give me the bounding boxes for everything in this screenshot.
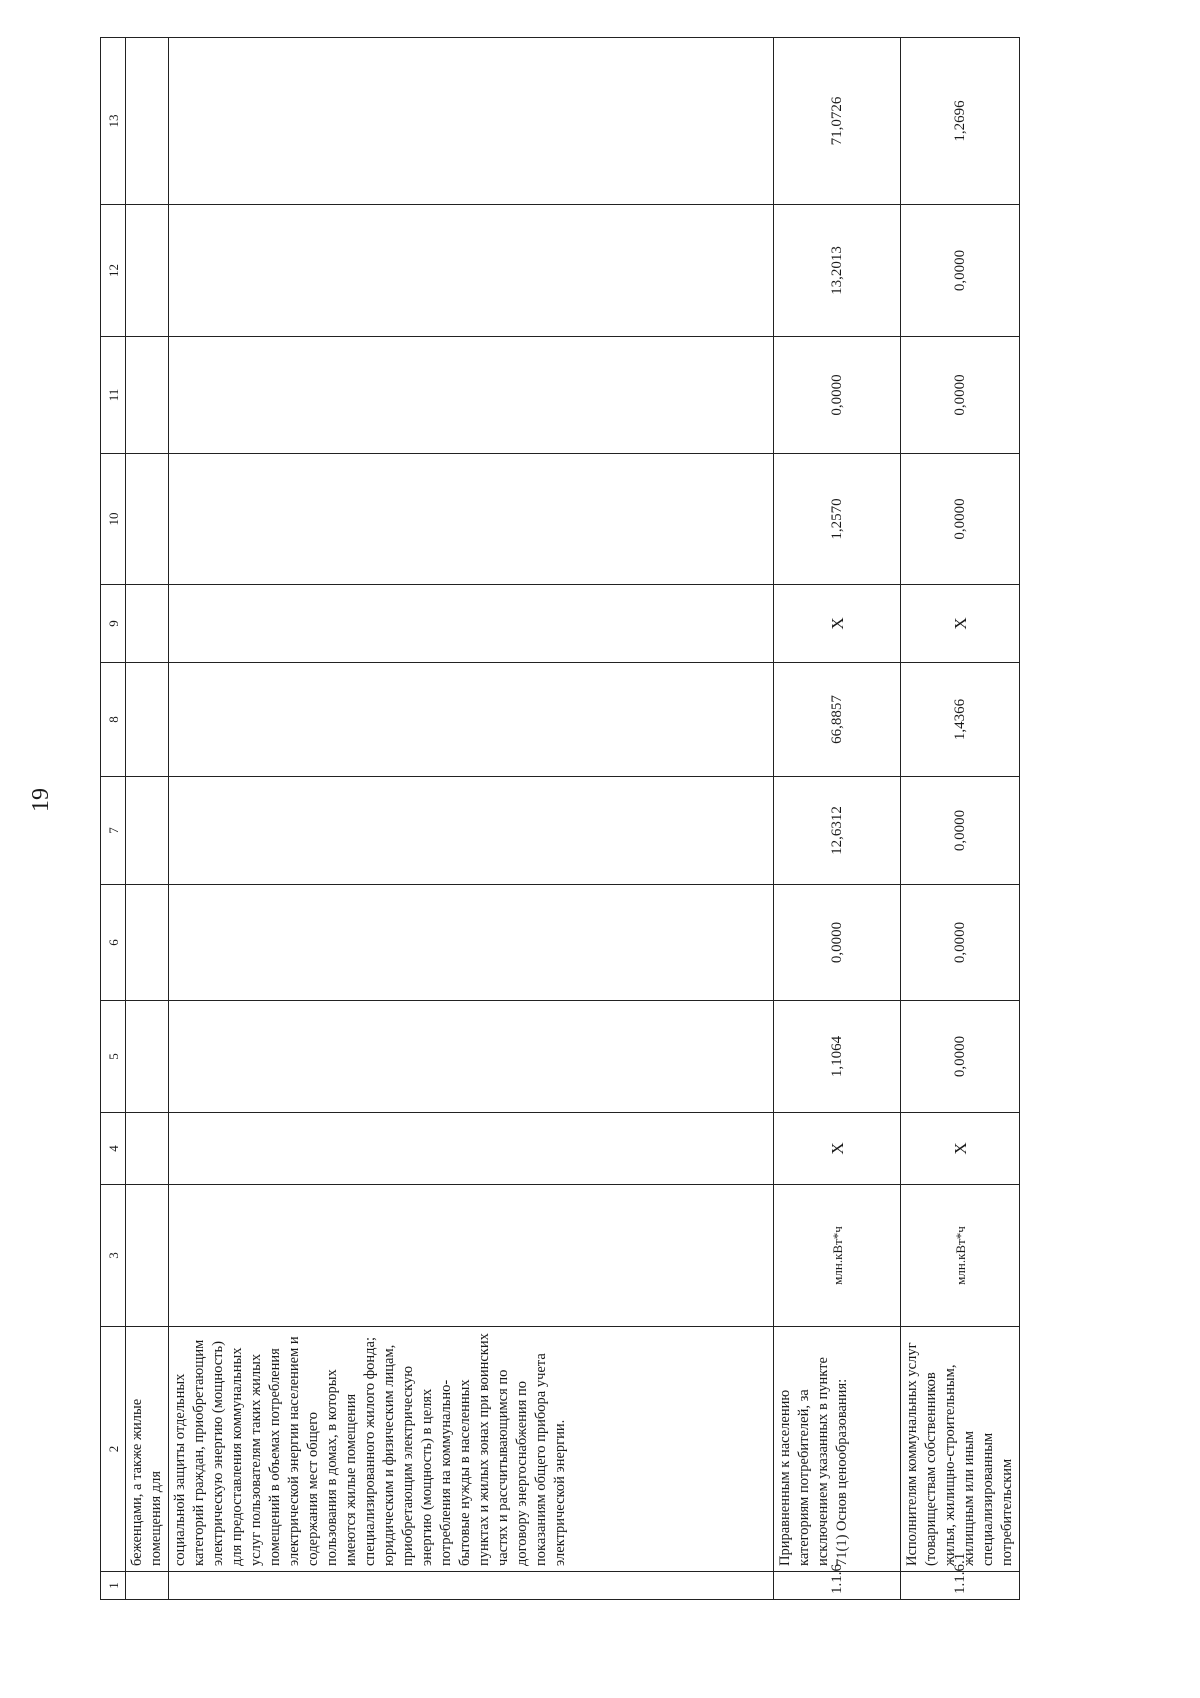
col-number-13: 13	[101, 38, 126, 205]
row-code: 1.1.6	[774, 1572, 901, 1600]
row-unit: млн.кВт*ч	[774, 1185, 901, 1327]
cell-col9: X	[774, 585, 901, 663]
table-row	[901, 38, 1020, 1600]
cell-col12: 13,2013	[774, 205, 901, 337]
col-number-4: 4	[101, 1113, 126, 1185]
cell-col8: 1,4366	[901, 663, 1020, 777]
col-number-10: 10	[101, 454, 126, 585]
col-number-12: 12	[101, 205, 126, 337]
cell-col5: 0,0000	[901, 1001, 1020, 1113]
col-number-3: 3	[101, 1185, 126, 1327]
col-number-2: 2	[101, 1327, 126, 1572]
cell-col9: X	[901, 585, 1020, 663]
rotated-page	[28, 38, 1015, 1600]
cell-col12: 0,0000	[901, 205, 1020, 337]
col-number-5: 5	[101, 1001, 126, 1113]
row-code: 1.1.6.1	[901, 1572, 1020, 1600]
col-number-7: 7	[101, 777, 126, 885]
cell-col10: 0,0000	[901, 454, 1020, 585]
row-unit: млн.кВт*ч	[901, 1185, 1020, 1327]
cell-col7: 12,6312	[774, 777, 901, 885]
continuation-row	[126, 38, 169, 1600]
cell-col13: 1,2696	[901, 38, 1020, 205]
row-name: Приравненным к населению категориям потребителей, за исключением указанных в пункте 71(1) Основ ценообразования:	[774, 1327, 901, 1572]
cell-col7: 0,0000	[901, 777, 1020, 885]
row-name: Исполнителям коммунальных услуг (товариществам собственников жилья, жилищно-строительным, жилищным или иным специализированным потребительским	[901, 1327, 1020, 1572]
col-number-8: 8	[101, 663, 126, 777]
continuation-text: беженцами, а также жилые помещения для	[126, 1327, 169, 1572]
table-row	[774, 38, 901, 1600]
cell-col6: 0,0000	[774, 885, 901, 1001]
cell-col6: 0,0000	[901, 885, 1020, 1001]
col-number-6: 6	[101, 885, 126, 1001]
cell-col4: X	[901, 1113, 1020, 1185]
category-description: социальной защиты отдельных категорий граждан, приобретающим электрическую энергию (мощность) для предоставления коммунальных услуг пользователям таких жилых помещений в объемах потребления электрической энергии населением и содержания мест общего пользования в домах, в которых имеются жилые помещения специализированного жилого фонда; юридическим и физическим лицам, приобретающим электрическую энергию (мощность) в целях потребления на коммунально-бытовые нужды в населенных пунктах и жилых зонах при воинских частях и рассчитывающимся по договору энергоснабжения по показаниям общего прибора учета электрической энергии.	[169, 1327, 774, 1572]
col-number-9: 9	[101, 585, 126, 663]
cell-col11: 0,0000	[774, 337, 901, 454]
tariff-table	[100, 37, 1020, 1600]
cell-col10: 1,2570	[774, 454, 901, 585]
cell-col11: 0,0000	[901, 337, 1020, 454]
category-description-row	[169, 38, 774, 1600]
col-number-11: 11	[101, 337, 126, 454]
col-number-1: 1	[101, 1572, 126, 1600]
cell-col4: X	[774, 1113, 901, 1185]
cell-col8: 66,8857	[774, 663, 901, 777]
page-number: 19	[28, 788, 54, 812]
column-number-row	[101, 38, 126, 1600]
cell-col13: 71,0726	[774, 38, 901, 205]
cell-col5: 1,1064	[774, 1001, 901, 1113]
